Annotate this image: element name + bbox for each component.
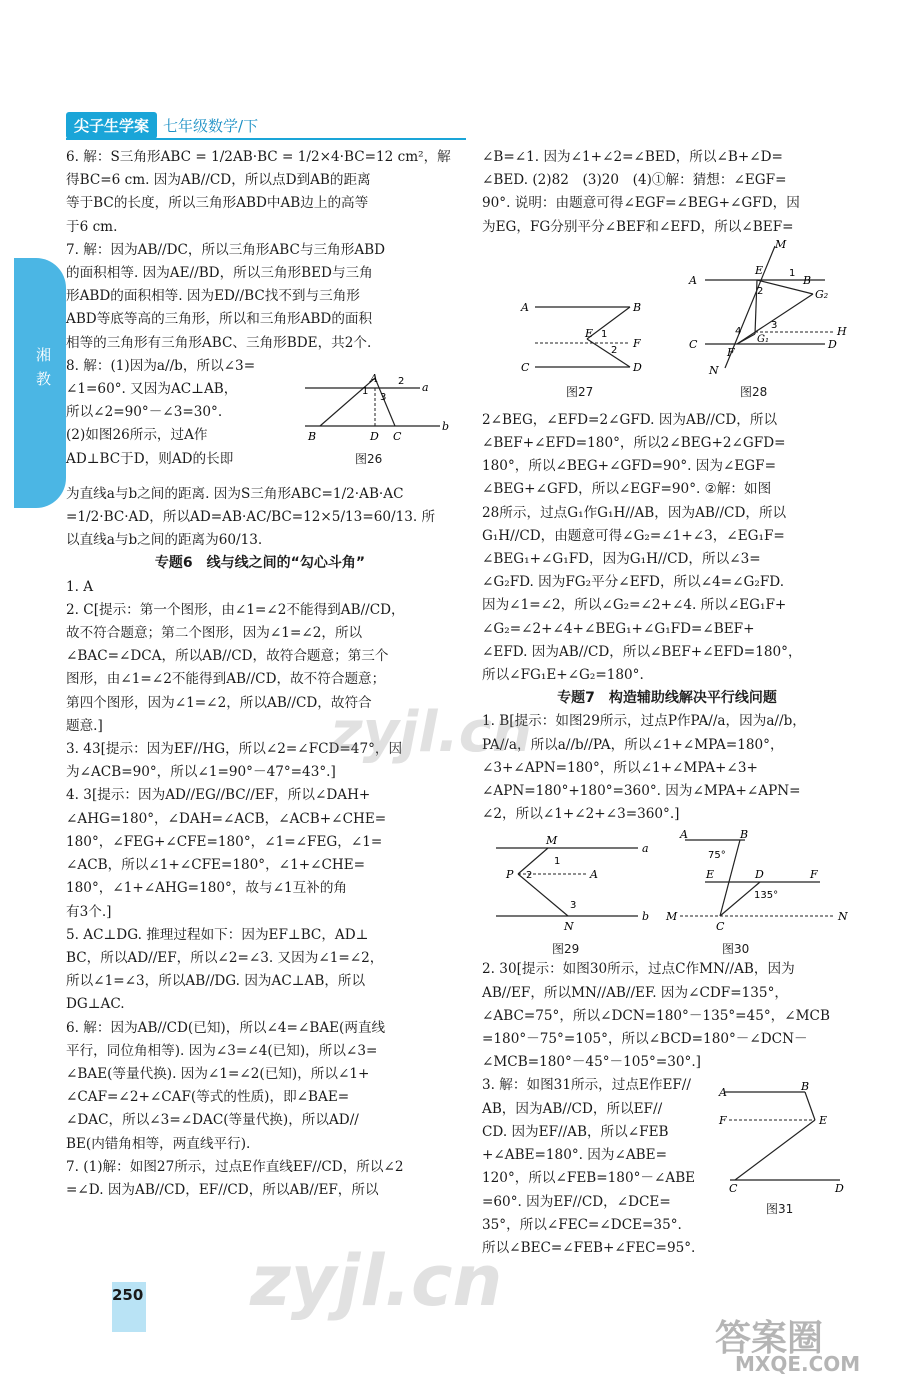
line: BE(内错角相等，两直线平行). (66, 1135, 251, 1152)
svg-text:B: B (633, 301, 642, 314)
line: 7. 解：因为AB//DC，所以三角形ABC与三角形ABD (66, 241, 386, 258)
line: ∠BAE(等量代换). 因为∠1=∠2(已知)，所以∠1+ (66, 1065, 370, 1082)
line: G₁H//CD，由题意可得∠G₂=∠1+∠3，∠EG₁F= (482, 527, 785, 544)
svg-text:G₁: G₁ (757, 334, 769, 345)
line: 题意.] (66, 717, 103, 734)
svg-text:E: E (819, 1114, 828, 1127)
left-column (66, 146, 454, 1202)
line: =60°. 因为EF//CD，∠DCE= (482, 1193, 671, 1210)
section-title: 专题7 构造辅助线解决平行线问题 (557, 690, 777, 707)
line: ABD等底等高的三角形，所以和三角形ABD的面积 (66, 311, 373, 328)
page-header (66, 112, 258, 138)
line: 第四个图形，因为∠1=∠2，所以AB//CD，故符合 (66, 694, 372, 711)
svg-text:N: N (709, 364, 719, 377)
line: DG⊥AC. (66, 996, 125, 1013)
line: 等于BC的长度，所以三角形ABD中AB边上的高等 (66, 195, 369, 212)
line: 2∠BEG，∠EFD=2∠GFD. 因为AB//CD，所以 (482, 411, 778, 428)
line: 2. 30[提示：如图30所示，过点C作MN//AB，因为 (482, 961, 795, 978)
line: =∠D. 因为AB//CD，EF//CD，所以AB//EF，所以 (66, 1181, 379, 1198)
line: 180°，所以∠BEG+∠GFD=90°. 因为∠EGF= (482, 458, 776, 475)
svg-text:P: P (506, 868, 514, 881)
line: 180°，∠FEG+∠CFE=180°，∠1=∠FEG，∠1= (66, 833, 383, 850)
svg-text:M: M (775, 238, 787, 251)
line: 6. 解：因为AB//CD(已知)，所以∠4=∠BAE(两直线 (66, 1019, 386, 1036)
line: 图形，由∠1=∠2不能得到AB//CD，故不符合题意； (66, 671, 386, 688)
svg-text:C: C (689, 338, 698, 351)
svg-text:1: 1 (554, 856, 561, 867)
line: ∠1=60°. 又因为AC⊥AB， (66, 381, 238, 398)
svg-text:N: N (564, 920, 574, 933)
svg-text:1: 1 (362, 386, 369, 397)
line: ∠ACB，所以∠1+∠CFE=180°，∠1+∠CHE= (66, 857, 366, 874)
svg-text:B: B (740, 828, 749, 841)
svg-text:2: 2 (398, 376, 405, 387)
page-number: 250 (112, 1286, 144, 1304)
page-number-box (112, 1282, 146, 1332)
line: 形ABD的面积相等. 因为ED//BC找不到与三角形 (66, 288, 360, 305)
svg-text:4: 4 (735, 326, 742, 337)
svg-text:B: B (308, 430, 317, 443)
line: ∠BAC=∠DCA，所以AB//CD，故符合题意；第三个 (66, 648, 389, 665)
brand-label: 尖子生学案 (66, 112, 157, 139)
svg-text:F: F (719, 1114, 727, 1127)
section-title: 专题6 线与线之间的“勾心斗角” (154, 555, 366, 572)
svg-text:N: N (838, 910, 848, 923)
svg-text:C: C (716, 920, 725, 933)
svg-text:G₂: G₂ (815, 288, 829, 301)
figure-26 (300, 370, 450, 450)
svg-text:F: F (810, 868, 818, 881)
line: 所以∠BEC=∠FEB+∠FEC=95°. (482, 1239, 696, 1256)
svg-text:A: A (719, 1086, 727, 1099)
subject-label: 七年级数学/下 (163, 116, 259, 135)
line: ∠G₂FD. 因为FG₂平分∠EFD，所以∠4=∠G₂FD. (482, 574, 785, 591)
svg-text:2: 2 (526, 870, 533, 881)
svg-text:a: a (422, 381, 429, 394)
line: 90°. 说明：由题意可得∠EGF=∠BEG+∠GFD，因 (482, 195, 800, 212)
svg-text:b: b (642, 910, 650, 923)
figure-29 (488, 832, 663, 937)
line: ∠BED. (2)82 (3)20 (4)①解：猜想：∠EGF= (482, 172, 787, 189)
line: 3. 解：如图31所示，过点E作EF// (482, 1077, 691, 1094)
line: 5. AC⊥DG. 推理过程如下：因为EF⊥BC，AD⊥ (66, 926, 369, 943)
svg-text:M: M (546, 834, 558, 847)
line: 120°，所以∠FEB=180°－∠ABE (482, 1170, 696, 1187)
svg-text:A: A (590, 868, 598, 881)
line: ∠2，所以∠1+∠2+∠3=360°.] (482, 806, 680, 823)
line: ∠DAC，所以∠3=∠DAC(等量代换)，所以AD// (66, 1112, 359, 1129)
line: =180°－75°=105°，所以∠BCD=180°－∠DCN－ (482, 1031, 808, 1048)
svg-text:C: C (729, 1182, 738, 1195)
line: 为∠ACB=90°，所以∠1=90°－47°=43°.] (66, 764, 336, 781)
svg-text:F: F (633, 337, 641, 350)
line: BC，所以AD//EF，所以∠2=∠3. 又因为∠1=∠2， (66, 949, 384, 966)
figure-31 (715, 1080, 855, 1195)
line: 所以∠2=90°－∠3=30°. (66, 404, 223, 421)
svg-text:B: B (801, 1080, 810, 1093)
svg-text:D: D (633, 361, 642, 374)
line: ∠CAF=∠2+∠CAF(等式的性质)，即∠BAE= (66, 1089, 350, 1106)
svg-text:D: D (835, 1182, 844, 1195)
svg-text:E: E (706, 868, 715, 881)
figure-27-caption: 图27 (566, 385, 594, 399)
line: ∠3+∠APN=180°，所以∠1+∠MPA+∠3+ (482, 759, 758, 776)
svg-text:E: E (585, 327, 594, 340)
svg-text:A: A (370, 372, 378, 385)
line: ∠BEG₁+∠G₁FD，因为G₁H//CD，所以∠3= (482, 551, 761, 568)
figure-31-caption: 图31 (766, 1202, 794, 1216)
line: 7. (1)解：如图27所示，过点E作直线EF//CD，所以∠2 (66, 1158, 404, 1175)
svg-text:A: A (521, 301, 529, 314)
svg-text:a: a (642, 842, 649, 855)
line: ∠BEG+∠GFD，所以∠EGF=90°. ②解：如图 (482, 481, 772, 498)
line: 4. 3[提示：因为AD//EG//BC//EF，所以∠DAH+ (66, 787, 371, 804)
svg-text:F: F (727, 346, 735, 359)
svg-text:135°: 135° (754, 890, 779, 901)
svg-text:2: 2 (757, 286, 764, 297)
figure-27 (515, 295, 655, 380)
svg-text:75°: 75° (708, 850, 726, 861)
line: AB，因为AB//CD，所以EF// (482, 1100, 663, 1117)
line: 故不符合题意；第二个图形，因为∠1=∠2，所以 (66, 625, 363, 642)
figure-29-caption: 图29 (552, 942, 580, 956)
svg-text:E: E (755, 264, 764, 277)
page-top-margin (0, 0, 900, 108)
line: 得BC=6 cm. 因为AB//CD，所以点D到AB的距离 (66, 172, 371, 189)
line: AB//EF，所以MN//AB//EF. 因为∠CDF=135°， (482, 984, 788, 1001)
svg-text:M: M (666, 910, 678, 923)
line: 平行，同位角相等). 因为∠3=∠4(已知)，所以∠3= (66, 1042, 378, 1059)
svg-text:C: C (393, 430, 402, 443)
svg-text:D: D (828, 338, 837, 351)
svg-text:b: b (442, 420, 450, 433)
line: ∠BEF+∠EFD=180°，所以2∠BEG+2∠GFD= (482, 435, 786, 452)
side-tab-label: 湘教 (36, 346, 52, 388)
line: 所以∠FG₁E+∠G₂=180°. (482, 667, 644, 684)
svg-text:B: B (803, 274, 812, 287)
svg-text:H: H (837, 325, 847, 338)
svg-text:1: 1 (601, 329, 608, 340)
figure-30 (660, 826, 860, 936)
line: CD. 因为EF//AB，所以∠FEB (482, 1123, 669, 1140)
line: 为直线a与b之间的距离. 因为S三角形ABC=1/2·AB·AC (66, 485, 404, 502)
figure-28-caption: 图28 (740, 385, 768, 399)
line: AD⊥BC于D，则AD的长即 (66, 450, 234, 467)
line: 180°，∠1+∠AHG=180°，故与∠1互补的角 (66, 880, 348, 897)
svg-text:C: C (521, 361, 530, 374)
line: 6. 解：S三角形ABC = 1/2AB·BC = 1/2×4·BC=12 cm²，解 (66, 149, 451, 165)
line: 2. C[提示：第一个图形，由∠1=∠2不能得到AB//CD， (66, 601, 405, 618)
line: ∠ABC=75°，所以∠DCN=180°－135°=45°，∠MCB (482, 1007, 830, 1024)
line: 相等的三角形有三角形ABC、三角形BDE，共2个. (66, 334, 372, 351)
svg-text:3: 3 (771, 320, 778, 331)
svg-text:1: 1 (789, 268, 796, 279)
line: 为EG，FG分别平分∠BEF和∠EFD，所以∠BEF= (482, 218, 794, 235)
svg-text:3: 3 (380, 392, 387, 403)
svg-text:3: 3 (570, 900, 577, 911)
line: =1/2·BC·AD，所以AD=AB·AC/BC=12×5/13=60/13. 所 (66, 509, 436, 526)
header-rule (66, 138, 466, 140)
line: ∠APN=180°+180°=360°. 因为∠MPA+∠APN= (482, 783, 801, 800)
figure-30-caption: 图30 (722, 942, 750, 956)
line: PA//a，所以a//b//PA，所以∠1+∠MPA=180°， (482, 736, 784, 753)
line: ∠EFD. 因为AB//CD，所以∠BEF+∠EFD=180°， (482, 643, 802, 660)
watermark: zyjl.cn (250, 1240, 503, 1322)
line: 以直线a与b之间的距离为60/13. (66, 532, 263, 549)
line: ∠G₂=∠2+∠4+∠BEG₁+∠G₁FD=∠BEF+ (482, 620, 755, 637)
svg-text:A: A (680, 828, 688, 841)
svg-text:D: D (370, 430, 379, 443)
line: (2)如图26所示，过A作 (66, 427, 208, 444)
line: 所以∠1=∠3，所以AB//DG. 因为AC⊥AB，所以 (66, 973, 366, 990)
line: +∠ABE=180°. 因为∠ABE= (482, 1147, 667, 1164)
line: 8. 解：(1)因为a//b，所以∠3= (66, 357, 256, 374)
svg-text:D: D (755, 868, 764, 881)
watermark: zyjl.cn (330, 700, 532, 765)
line: ∠B=∠1. 因为∠1+∠2=∠BED，所以∠B+∠D= (482, 149, 783, 165)
line: 28所示，过点G₁作G₁H//AB，因为AB//CD，所以 (482, 504, 787, 521)
figure-28 (685, 238, 855, 378)
svg-text:A: A (689, 274, 697, 287)
line: 3. 43[提示：因为EF//HG，所以∠2=∠FCD=47°，因 (66, 741, 403, 758)
line: 1. B[提示：如图29所示，过点P作PA//a，因为a//b， (482, 713, 806, 730)
line: 1. A (66, 578, 94, 595)
line: 有3个.] (66, 903, 112, 920)
line: 的面积相等. 因为AE//BD，所以三角形BED与三角 (66, 265, 373, 282)
line: 于6 cm. (66, 218, 118, 235)
line: 35°，所以∠FEC=∠DCE=35°. (482, 1216, 682, 1233)
line: ∠AHG=180°，∠DAH=∠ACB，∠ACB+∠CHE= (66, 810, 387, 827)
figure-26-caption: 图26 (355, 452, 383, 466)
line: ∠MCB=180°－45°－105°=30°.] (482, 1054, 701, 1071)
svg-text:2: 2 (611, 345, 618, 356)
corner-url: MXQE.COM (735, 1352, 861, 1376)
corner-logo: 答案圈 (715, 1318, 824, 1359)
line: 因为∠1=∠2，所以∠G₂=∠2+∠4. 所以∠EG₁F+ (482, 597, 787, 614)
side-tab (14, 258, 66, 508)
